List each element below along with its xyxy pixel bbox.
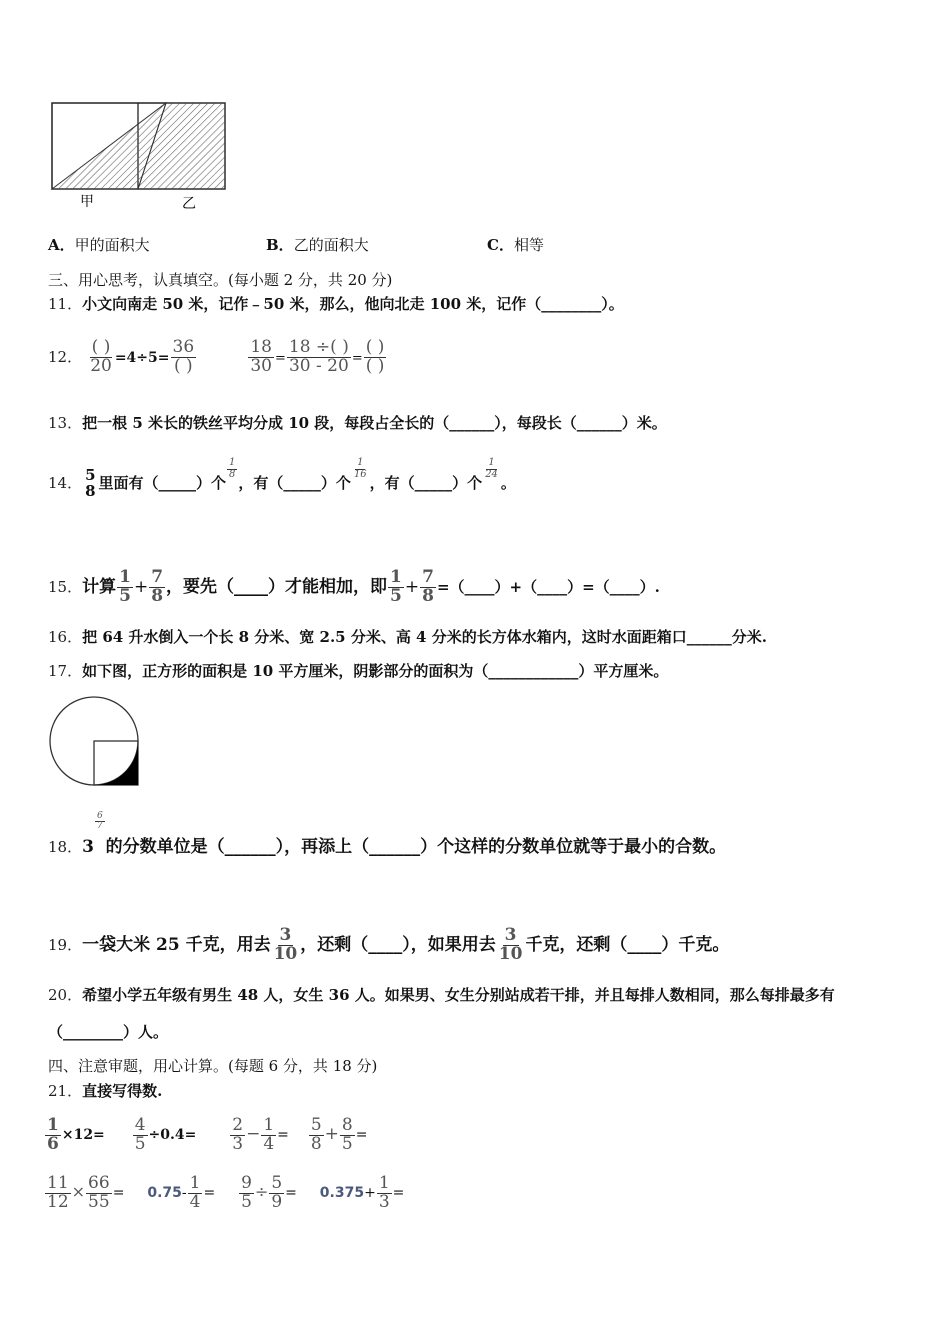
question-text: 一袋大米 25 千克，用去: [82, 935, 271, 955]
question-number: 12．: [48, 348, 83, 366]
question-text: 小文向南走 50 米，记作﹣50 米，那么，他向北走 100 米，记作（________）。: [82, 295, 624, 313]
label-yi: 乙: [182, 196, 196, 212]
equals-sign: =: [112, 1185, 125, 1201]
question-number: 16．: [48, 628, 83, 646]
operator: ÷: [254, 1182, 269, 1201]
fraction: $\frac{1}{24}$: [485, 457, 498, 480]
question-21: [48, 1081, 162, 1101]
plus-sign: +: [404, 577, 420, 597]
plus-sign: +: [133, 577, 149, 597]
fraction: $\frac{6}{7}$: [96, 811, 103, 831]
question-text: 希望小学五年级有男生 48 人，女生 36 人。如果男、女生分别站成若干排，并且每排人数相同，那么每排最多有: [82, 986, 835, 1004]
fraction: $\frac{7}{8}$: [422, 567, 434, 606]
question-text: =（____）+（____）=（____）.: [436, 578, 660, 596]
choice-text: 相等: [513, 236, 544, 254]
expression-text: =4÷5=: [114, 350, 170, 366]
question-number: 18．: [48, 838, 83, 856]
choice-key: C．: [487, 236, 514, 254]
question-text: ，有（_____）个: [369, 474, 483, 492]
fraction: $\frac{1}{3}$: [378, 1172, 390, 1212]
expression-text: ÷0.4=: [148, 1127, 197, 1143]
fraction: $\frac{3}{10}$: [498, 925, 523, 964]
choice-a[interactable]: [48, 235, 150, 255]
equals-sign: =: [392, 1185, 405, 1201]
fraction: $\frac{8}{5}$: [341, 1114, 353, 1154]
section3-title: 三、用心思考，认真填空。(每小题 2 分，共 20 分): [48, 271, 393, 289]
fraction: $\frac{18}{30}$: [250, 337, 272, 376]
operator: ×: [71, 1182, 86, 1201]
fraction: $\frac{7}{8}$: [151, 567, 164, 606]
question-number: 21．: [48, 1082, 83, 1100]
question-number: 11．: [48, 295, 83, 313]
fraction: $\frac{4}{5}$: [134, 1114, 146, 1154]
question-text: 把一根 5 米长的铁丝平均分成 10 段，每段占全长的（______），每段长（______）米。: [82, 414, 667, 432]
question-text: 的分数单位是（______），再添上（______）个这样的分数单位就等于最小的合数。: [105, 837, 727, 857]
fraction: $\frac{( )}{20}$: [90, 337, 112, 376]
fraction: $\frac{5}{9}$: [271, 1172, 283, 1212]
question-text: 里面有（_____）个: [98, 474, 227, 492]
question-number: 13．: [48, 414, 83, 432]
decimal-number: 0.375: [319, 1185, 365, 1201]
question-text: 把 64 升水倒入一个长 8 分米、宽 2.5 分米、高 4 分米的长方体水箱内，这时水面距箱口______分米.: [82, 628, 767, 646]
equals-sign: =: [355, 1127, 368, 1143]
choice-text: 甲的面积大: [74, 236, 150, 254]
question-number: 20．: [48, 986, 83, 1004]
choice-text: 乙的面积大: [293, 236, 369, 254]
circle-square-figure: [48, 694, 144, 790]
fraction: $\frac{1}{4}$: [189, 1172, 201, 1212]
fraction: $\frac{1}{8}$: [229, 457, 236, 480]
equals-sign: =: [274, 351, 286, 366]
label-jia: 甲: [80, 194, 94, 210]
fraction: $\frac{1}{4}$: [263, 1114, 275, 1154]
fraction: $\frac{2}{3}$: [232, 1114, 244, 1154]
question-text: ，要先（____）才能相加，即: [166, 577, 388, 597]
fraction: $\frac{18 \div( )}{30 - 20}$: [288, 337, 349, 376]
question-number: 19．: [48, 936, 83, 954]
question-14: [48, 458, 516, 508]
fraction: 5 8: [85, 466, 96, 500]
fraction: $\frac{1}{5}$: [119, 567, 131, 606]
question-text: 千克，还剩（____）千克。: [525, 935, 730, 955]
question-11: [48, 294, 624, 314]
question-text: 计算: [82, 577, 117, 597]
question-number: 15．: [48, 578, 83, 596]
fraction: $\frac{( )}{( )}$: [365, 337, 385, 376]
fraction: $\frac{36}{( )}$: [172, 337, 195, 376]
calc-row-2: [44, 1166, 404, 1218]
operator: +: [324, 1124, 339, 1144]
question-text: 直接写得数.: [82, 1082, 163, 1100]
operator: +: [364, 1185, 376, 1201]
question-17: [48, 661, 668, 681]
question-16: [48, 627, 767, 647]
question-20-line2: （________）人。: [48, 1023, 169, 1041]
choice-b[interactable]: [266, 235, 369, 255]
question-number: 14．: [48, 474, 83, 492]
question-20: [48, 985, 835, 1005]
equals-sign: =: [351, 351, 363, 366]
fraction: $\frac{1}{5}$: [390, 567, 402, 606]
question-text: ，还剩（____），如果用去: [300, 935, 496, 955]
question-12: [48, 332, 387, 388]
question-number: 17．: [48, 662, 83, 680]
section4-title: 四、注意审题，用心计算。(每题 6 分，共 18 分): [48, 1057, 378, 1075]
question-text: 如下图，正方形的面积是 10 平方厘米，阴影部分的面积为（____________）平方厘米。: [82, 662, 669, 680]
fraction: $\frac{5}{8}$: [310, 1114, 322, 1154]
question-13: [48, 413, 667, 433]
question-19: [48, 920, 729, 970]
fraction: $\frac{11}{12}$: [47, 1172, 69, 1212]
calc-row-1: [44, 1108, 367, 1160]
whole-number: 3: [82, 837, 94, 857]
choice-key: A．: [48, 236, 75, 254]
question-15: [48, 562, 660, 612]
equals-sign: =: [277, 1127, 289, 1143]
expression-text: ×12=: [61, 1127, 105, 1143]
fraction: $\frac{9}{5}$: [241, 1172, 252, 1212]
fraction: $\frac{1}{16}$: [353, 457, 367, 480]
operator: -: [181, 1185, 187, 1201]
fraction: $\frac{66}{55}$: [88, 1172, 110, 1212]
decimal-number: 0.75: [147, 1185, 182, 1201]
operator: −: [246, 1124, 261, 1144]
question-text: 。: [500, 474, 516, 492]
equals-sign: =: [285, 1185, 297, 1201]
fraction: $\frac{1}{6}$: [47, 1114, 59, 1154]
choice-key: B．: [266, 236, 294, 254]
question-18: [48, 812, 726, 862]
question-text: ，有（_____）个: [238, 474, 351, 492]
triangle-figure: [48, 100, 230, 212]
choice-c[interactable]: [487, 235, 544, 255]
equals-sign: =: [203, 1185, 216, 1201]
fraction: $\frac{3}{10}$: [273, 925, 298, 964]
